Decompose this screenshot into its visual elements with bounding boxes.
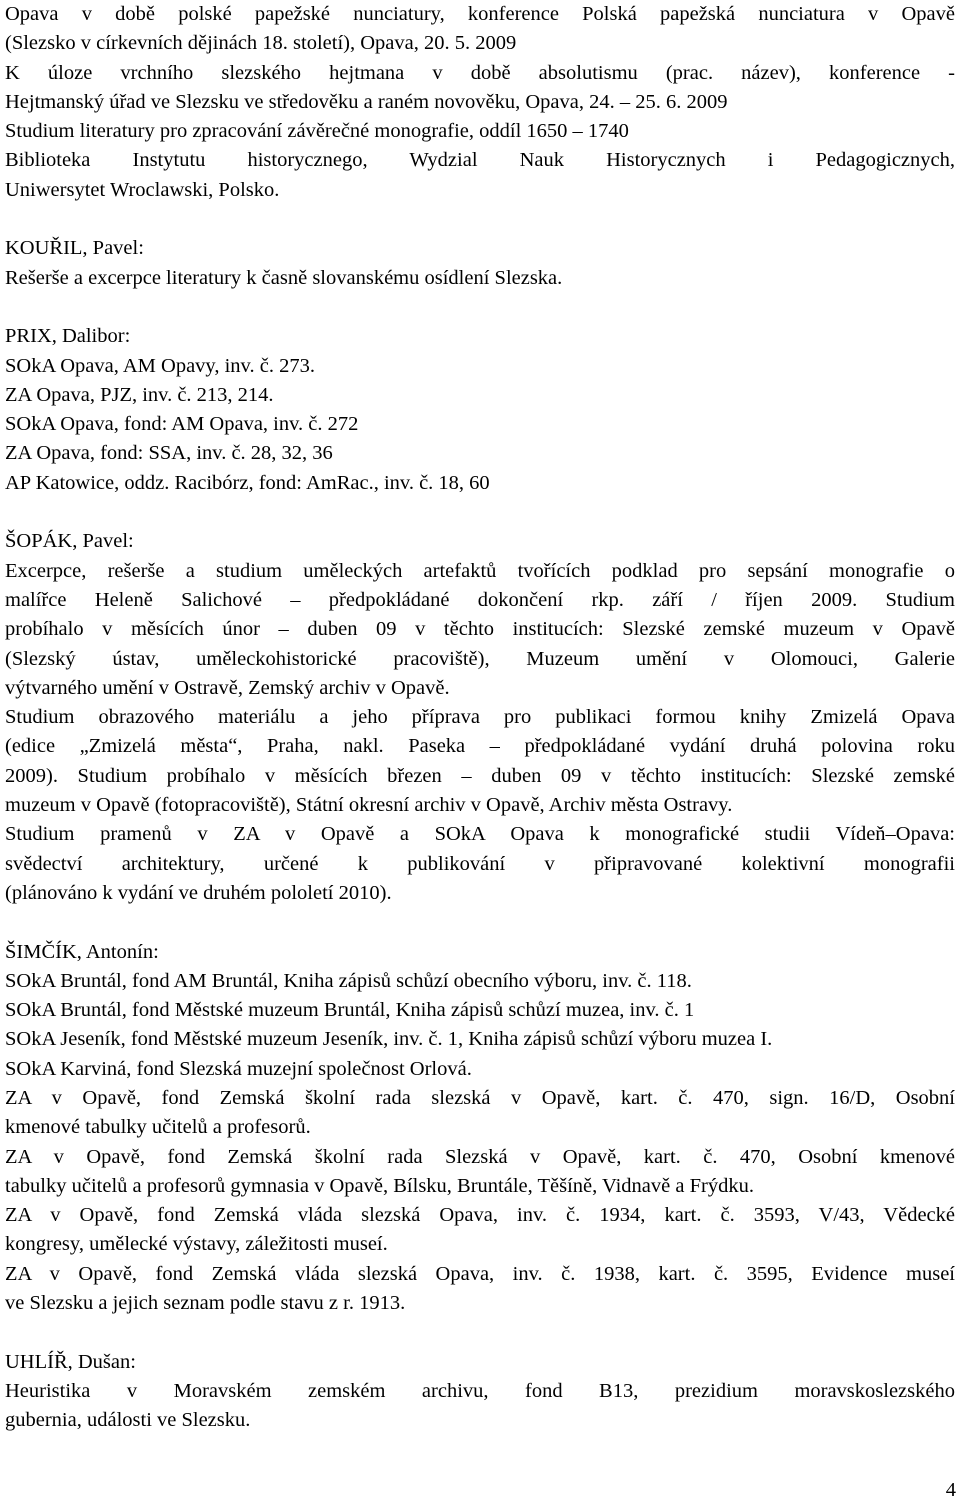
text-line: muzeum v Opavě (fotopracoviště), Státní okresní archiv v Opavě, Archiv města Ostravy. — [5, 794, 733, 817]
intro-block — [5, 0, 955, 205]
text-line: tabulky učitelů a profesorů gymnasia v Opavě, Bílsku, Bruntále, Těšíně, Vidnavě a Frýdku. — [5, 1174, 754, 1197]
text-line: ZA v Opavě, fond Zemská vláda slezská Opava, inv. č. 1934, kart. č. 3593, V/43, Vědecké — [5, 1204, 955, 1227]
text-line: (edice „Zmizelá města“, Praha, nakl. Paseka – předpokládané vydání druhá polovina roku — [5, 735, 955, 758]
section-simcik — [5, 938, 955, 1319]
text-line: ZA Opava, PJZ, inv. č. 213, 214. — [5, 383, 274, 406]
text-line: ve Slezsku a jejich seznam podle stavu z r. 1913. — [5, 1292, 406, 1315]
text-line: SOkA Opava, AM Opavy, inv. č. 273. — [5, 354, 315, 377]
text-line: gubernia, události ve Slezsku. — [5, 1409, 251, 1432]
text-line: 2009). Studium probíhalo v měsících březen – duben 09 v těchto institucích: Slezské zemské — [5, 764, 955, 787]
text-line: Opava v době polské papežské nunciatury, konference Polská papežská nunciatura v Opavě — [5, 3, 955, 25]
text-line: Hejtmanský úřad ve Slezsku ve středověku a raném novověku, Opava, 24. – 25. 6. 2009 — [5, 90, 728, 113]
author-heading: ŠOPÁK, Pavel: — [5, 530, 134, 553]
text-line: SOkA Bruntál, fond AM Bruntál, Kniha zápisů schůzí obecního výboru, inv. č. 118. — [5, 969, 692, 992]
text-line: svědectví architektury, určené k publikování v připravované kolektivní monografii — [5, 852, 955, 875]
text-line: K úloze vrchního slezského hejtmana v době absolutismu (prac. název), konference - — [5, 61, 955, 84]
text-line: kmenové tabulky učitelů a profesorů. — [5, 1116, 311, 1139]
text-line: Heuristika v Moravském zemském archivu, fond B13, prezidium moravskoslezského — [5, 1379, 955, 1402]
author-heading: KOUŘIL, Pavel: — [5, 237, 144, 260]
text-line: Studium obrazového materiálu a jeho příprava pro publikaci formou knihy Zmizelá Opava — [5, 706, 955, 729]
author-heading: UHLÍŘ, Dušan: — [5, 1350, 136, 1373]
text-line: (Slezský ústav, uměleckohistorické pracoviště), Muzeum umění v Olomouci, Galerie — [5, 647, 955, 670]
text-line: Uniwersytet Wroclawski, Polsko. — [5, 178, 280, 201]
author-heading: PRIX, Dalibor: — [5, 325, 131, 348]
text-line: SOkA Bruntál, fond Městské muzeum Bruntál, Kniha zápisů schůzí muzea, inv. č. 1 — [5, 999, 695, 1022]
document-page — [5, 0, 955, 1436]
text-line: SOkA Karviná, fond Slezská muzejní společnost Orlová. — [5, 1057, 472, 1080]
text-line: Studium literatury pro zpracování závěrečné monografie, oddíl 1650 – 1740 — [5, 120, 629, 143]
text-line: Biblioteka Instytutu historycznego, Wydzial Nauk Historycznych i Pedagogicznych, — [5, 149, 955, 172]
text-line: Studium pramenů v ZA v Opavě a SOkA Opava k monografické studii Vídeň–Opava: — [5, 823, 955, 846]
section-kouril — [5, 234, 955, 293]
text-line: probíhalo v měsících únor – duben 09 v těchto institucích: Slezské zemské muzeum v Opavě — [5, 618, 955, 641]
section-prix — [5, 322, 955, 498]
text-line: ZA v Opavě, fond Zemská vláda slezská Opava, inv. č. 1938, kart. č. 3595, Evidence museí — [5, 1262, 955, 1285]
text-line: ZA v Opavě, fond Zemská školní rada slezská v Opavě, kart. č. 470, sign. 16/D, Osobní — [5, 1086, 955, 1109]
author-heading: ŠIMČÍK, Antonín: — [5, 940, 159, 963]
text-line: SOkA Opava, fond: AM Opava, inv. č. 272 — [5, 413, 359, 436]
page-number: 4 — [945, 1479, 956, 1501]
text-line: ZA v Opavě, fond Zemská školní rada Slezská v Opavě, kart. č. 470, Osobní kmenové — [5, 1145, 955, 1168]
text-line: SOkA Jeseník, fond Městské muzeum Jeseník, inv. č. 1, Kniha zápisů schůzí výboru muzea I. — [5, 1028, 773, 1051]
text-line: (plánováno k vydání ve druhém pololetí 2010). — [5, 881, 392, 904]
text-line: malířce Heleně Salichové – předpokládané dokončení rkp. září / říjen 2009. Studium — [5, 588, 955, 611]
text-line: ZA Opava, fond: SSA, inv. č. 28, 32, 36 — [5, 442, 333, 465]
text-line: Excerpce, rešerše a studium uměleckých artefaktů tvořících podklad pro sepsání monografie o — [5, 559, 955, 582]
text-line: AP Katowice, oddz. Racibórz, fond: AmRac., inv. č. 18, 60 — [5, 471, 490, 494]
section-uhlir — [5, 1348, 955, 1436]
section-sopak — [5, 527, 955, 908]
text-line: Rešerše a excerpce literatury k časně slovanskému osídlení Slezska. — [5, 266, 563, 289]
text-line: výtvarného umění v Ostravě, Zemský archiv v Opavě. — [5, 676, 450, 699]
text-line: kongresy, umělecké výstavy, záležitosti museí. — [5, 1233, 388, 1256]
text-line: (Slezsko v církevních dějinách 18. století), Opava, 20. 5. 2009 — [5, 32, 517, 55]
